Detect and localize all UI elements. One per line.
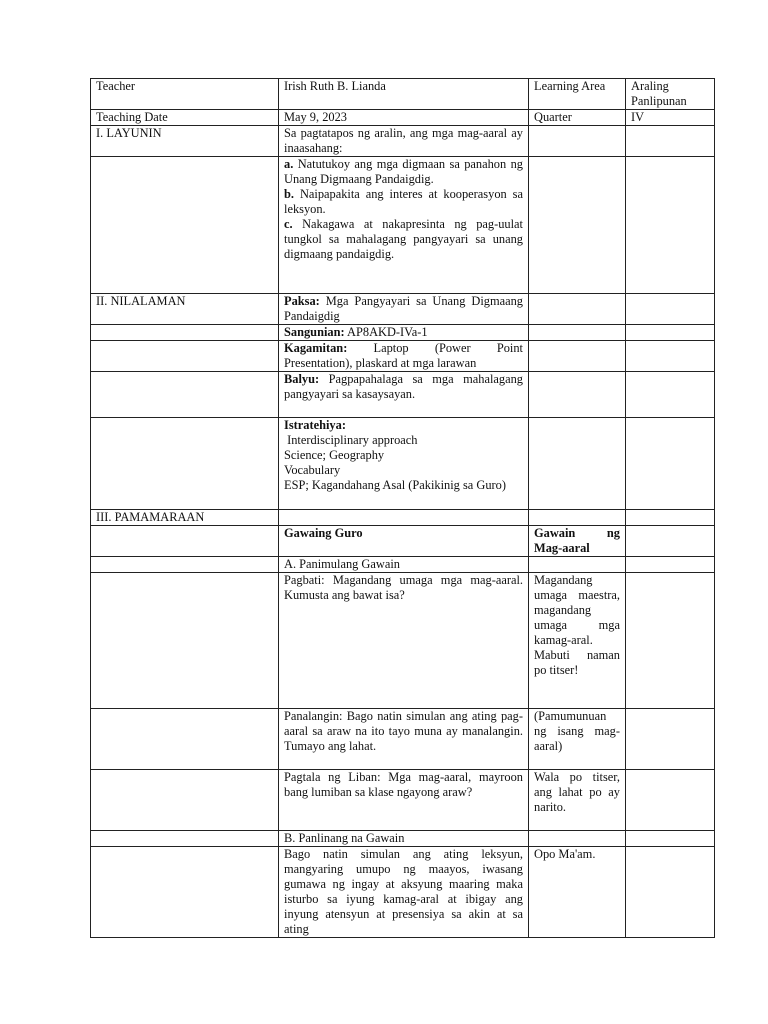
istratehiya-item: Science; Geography — [284, 448, 385, 462]
empty-cell — [529, 372, 626, 418]
empty-cell — [91, 526, 279, 557]
kagamitan-row — [91, 341, 715, 372]
date-row — [91, 110, 715, 126]
lesson-plan-page — [90, 78, 714, 938]
empty-cell — [91, 847, 279, 938]
empty-cell — [91, 418, 279, 510]
empty-cell — [626, 709, 715, 770]
teaching-date-label: Teaching Date — [91, 110, 279, 126]
panalangin-row — [91, 709, 715, 770]
balyu-row — [91, 372, 715, 418]
section-b-heading: B. Panlinang na Gawain — [279, 831, 529, 847]
gawain-magaaral-header: Gawain ng Mag-aaral — [529, 526, 626, 557]
empty-cell — [529, 557, 626, 573]
quarter-value: IV — [626, 110, 715, 126]
empty-cell — [91, 157, 279, 294]
empty-cell — [626, 510, 715, 526]
empty-cell — [91, 557, 279, 573]
balyu-cell: Balyu: Pagpapahalaga sa mga mahalagang pangyayari sa kasaysayan. — [279, 372, 529, 418]
sanggunian-row — [91, 325, 715, 341]
empty-cell — [626, 573, 715, 709]
pagbati-magaaral: Magandang umaga maestra, magandang umaga mga kamag-aral. Mabuti naman po titser! — [529, 573, 626, 709]
istratehiya-item: ESP; Kagandahang Asal (Pakikinig sa Guro) — [284, 478, 506, 492]
empty-cell — [529, 325, 626, 341]
panlinang-magaaral: Opo Ma'am. — [529, 847, 626, 938]
learning-area-label: Learning Area — [529, 79, 626, 110]
objective-a: a. Natutukoy ang mga digmaan sa panahon ng Unang Digmaang Pandaigdig. — [284, 157, 523, 186]
teacher-row — [91, 79, 715, 110]
pagbati-guro: Pagbati: Magandang umaga mga mag-aaral. Kumusta ang bawat isa? — [279, 573, 529, 709]
empty-cell — [626, 770, 715, 831]
empty-cell — [529, 831, 626, 847]
paksa-cell: Paksa: Mga Pangyayari sa Unang Digmaang Pandaigdig — [279, 294, 529, 325]
kagamitan-cell: Kagamitan: Laptop (Power Point Presentation), plaskard at mga larawan — [279, 341, 529, 372]
empty-cell — [91, 341, 279, 372]
istratehiya-row — [91, 418, 715, 510]
empty-cell — [626, 372, 715, 418]
empty-cell — [529, 341, 626, 372]
empty-cell — [91, 770, 279, 831]
empty-cell — [529, 157, 626, 294]
empty-cell — [529, 510, 626, 526]
section-a-row — [91, 557, 715, 573]
layunin-heading: I. LAYUNIN — [91, 126, 279, 157]
pagbati-row — [91, 573, 715, 709]
empty-cell — [529, 294, 626, 325]
nilalaman-heading: II. NILALAMAN — [91, 294, 279, 325]
pagtala-liban-row — [91, 770, 715, 831]
pamamaraan-row — [91, 510, 715, 526]
activity-header-row — [91, 526, 715, 557]
layunin-intro: Sa pagtatapos ng aralin, ang mga mag-aaral ay inaasahang: — [279, 126, 529, 157]
panalangin-guro: Panalangin: Bago natin simulan ang ating pag-aaral sa araw na ito tayo muna ay manalangin. Tumayo ang lahat. — [279, 709, 529, 770]
layunin-row — [91, 126, 715, 157]
lesson-plan-table — [90, 78, 715, 938]
objective-c: c. Nakagawa at nakapresinta ng pag-uulat tungkol sa mahalagang pangyayari sa unang digmaang pandaigdig. — [284, 217, 523, 261]
empty-cell — [626, 557, 715, 573]
panlinang-guro: Bago natin simulan ang ating leksyun, mangyaring umupo ng maayos, iwasang gumawa ng ingay at aksyung maaring maka isturbo sa iyung kamag-aral at ibigay ang inyung atensyun at presensiya sa akin at sa ating — [279, 847, 529, 938]
empty-cell — [626, 831, 715, 847]
teacher-label: Teacher — [91, 79, 279, 110]
empty-cell — [91, 372, 279, 418]
empty-cell — [626, 526, 715, 557]
empty-cell — [91, 573, 279, 709]
panalangin-magaaral: (Pamumunuan ng isang mag-aaral) — [529, 709, 626, 770]
empty-cell — [529, 418, 626, 510]
empty-cell — [91, 831, 279, 847]
empty-cell — [91, 325, 279, 341]
objectives-list — [279, 157, 529, 294]
empty-cell — [626, 847, 715, 938]
objectives-row — [91, 157, 715, 294]
empty-cell — [626, 418, 715, 510]
teacher-name: Irish Ruth B. Lianda — [279, 79, 529, 110]
liban-magaaral: Wala po titser, ang lahat po ay narito. — [529, 770, 626, 831]
empty-cell — [529, 126, 626, 157]
panlinang-row — [91, 847, 715, 938]
sanggunian-cell: Sangunian: AP8AKD-IVa-1 — [279, 325, 529, 341]
empty-cell — [626, 325, 715, 341]
gawaing-guro-header: Gawaing Guro — [279, 526, 529, 557]
empty-cell — [279, 510, 529, 526]
learning-area-value: Araling Panlipunan — [626, 79, 715, 110]
empty-cell — [626, 126, 715, 157]
istratehiya-label: Istratehiya: — [284, 418, 346, 432]
liban-guro: Pagtala ng Liban: Mga mag-aaral, mayroon bang lumiban sa klase ngayong araw? — [279, 770, 529, 831]
empty-cell — [626, 294, 715, 325]
objective-b: b. Naipapakita ang interes at kooperasyon sa leksyon. — [284, 187, 523, 216]
section-a-heading: A. Panimulang Gawain — [279, 557, 529, 573]
quarter-label: Quarter — [529, 110, 626, 126]
empty-cell — [91, 709, 279, 770]
section-b-row — [91, 831, 715, 847]
empty-cell — [626, 157, 715, 294]
istratehiya-item: Vocabulary — [284, 463, 341, 477]
paksa-row — [91, 294, 715, 325]
pamamaraan-heading: III. PAMAMARAAN — [91, 510, 279, 526]
istratehiya-cell — [279, 418, 529, 510]
empty-cell — [626, 341, 715, 372]
istratehiya-item: Interdisciplinary approach — [284, 433, 418, 447]
teaching-date-value: May 9, 2023 — [279, 110, 529, 126]
